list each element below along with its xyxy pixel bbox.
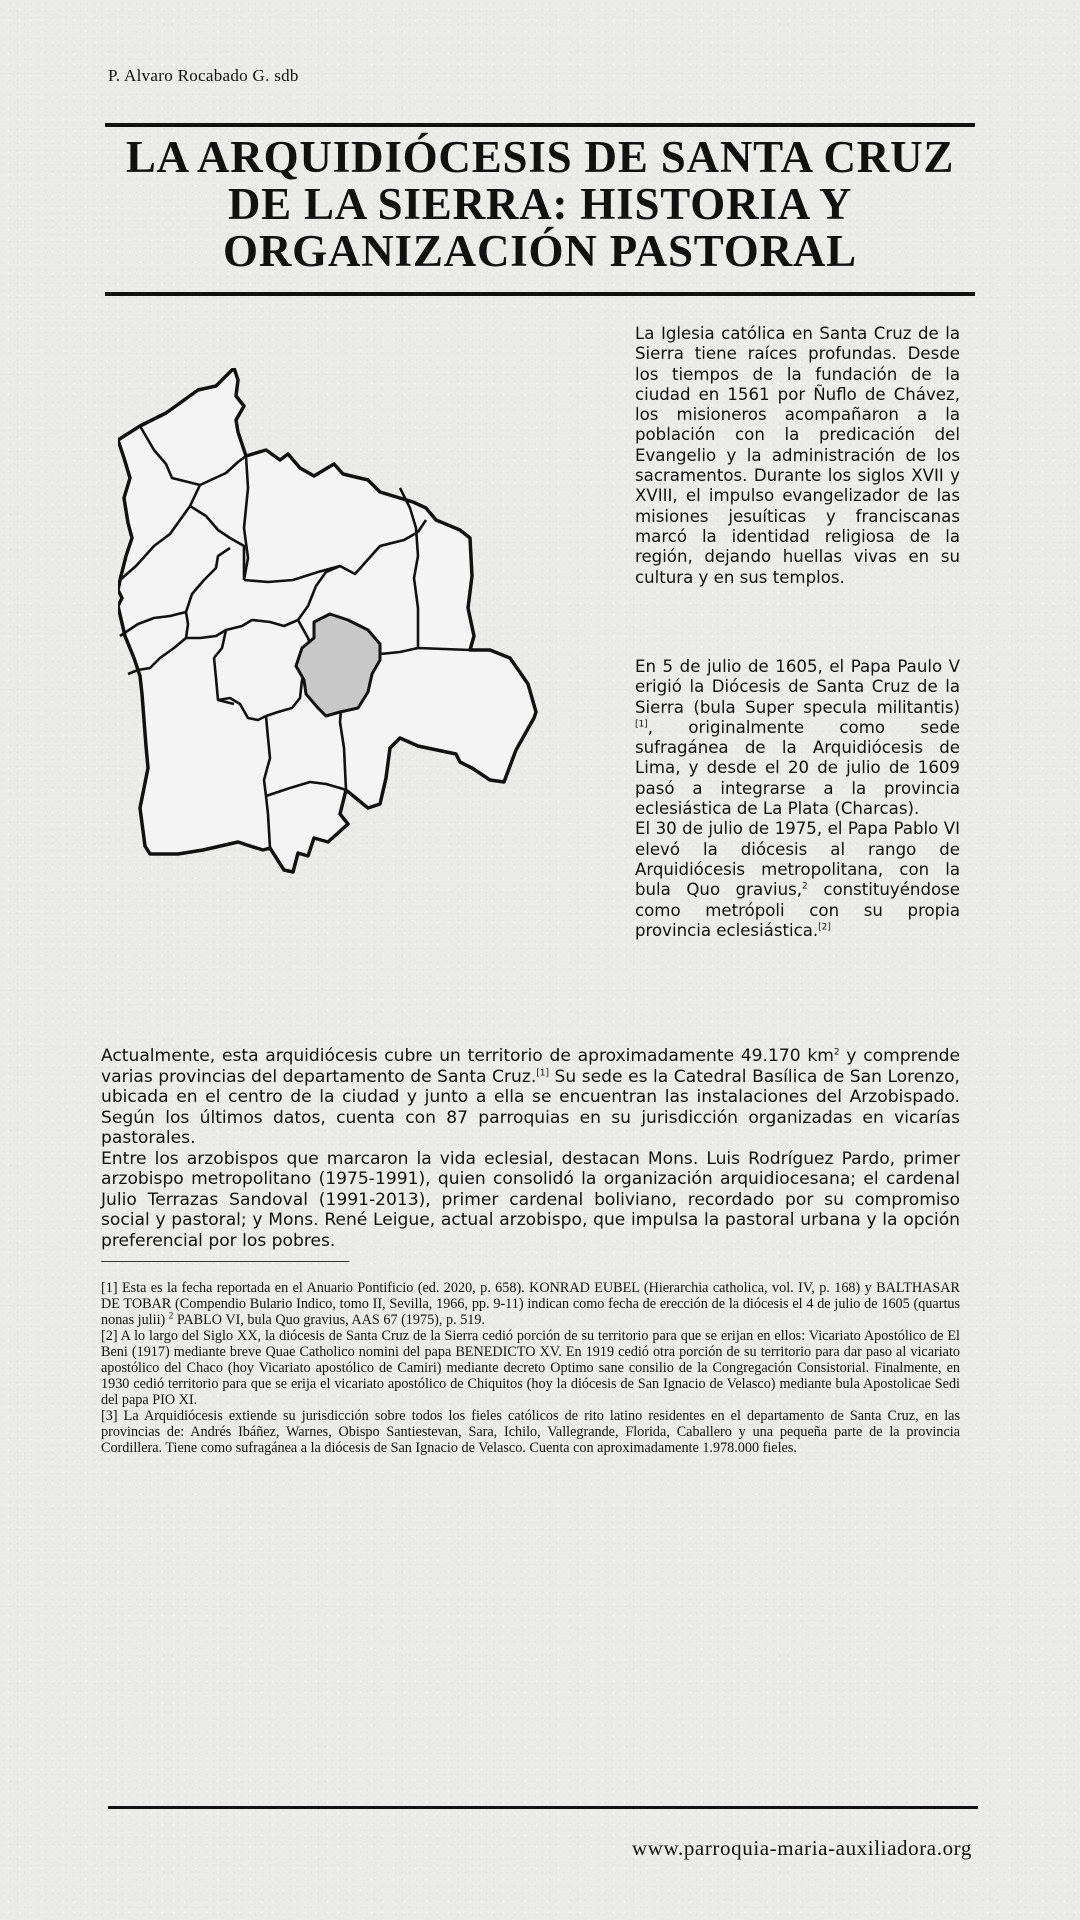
footnote-1-text: [1] Esta es la fecha reportada en el Anuario Pontificio (ed. 2020, p. 658). KONRAD EUBEL (Hierarchia catholica, vol. IV, p. 168) y BALTHASAR DE TOBAR (Compendio Bulario Indico, tomo II, Sevilla, 1966, pp. 9-11) indican como fecha de erección de la diócesis el 4 de julio de 1605 (quartus nonas julii) [101, 1280, 960, 1328]
body-paragraph-1-tail: Su sede es la Catedral Basílica de San Lorenzo, ubicada en el centro de la ciudad y junto a ella se encuentran las instalaciones del Arzobispado. Según los últimos datos, cuenta con 87 parroquias en su jurisdicción organizadas en vicarías pastorales. [101, 1066, 960, 1148]
reference-marker: [2] [818, 922, 831, 933]
body-paragraph-1 [101, 1046, 960, 1149]
reference-marker: [1] [536, 1067, 549, 1078]
footer-website-link[interactable]: www.parroquia-maria-auxiliadora.org [632, 1836, 972, 1860]
intro-paragraph-2 [635, 657, 960, 819]
superscript-marker: 2 [802, 881, 808, 892]
footnote-1 [101, 1280, 960, 1328]
author-name: P. Alvaro Rocabado G. sdb [108, 66, 299, 85]
intro-paragraph-3-continuation: constituyéndose como metrópoli con su propia provincia eclesiástica. [635, 880, 960, 940]
body-paragraph-1-text: Actualmente, esta arquidiócesis cubre un territorio de aproximadamente 49.170 km [101, 1046, 834, 1066]
footer-rule [108, 1806, 978, 1809]
intro-paragraph-3 [635, 819, 960, 941]
reference-marker: [1] [635, 719, 648, 730]
intro-paragraph-2-text: En 5 de julio de 1605, el Papa Paulo V erigió la Diócesis de Santa Cruz de la Sierra (bula Super specula militantis) [635, 657, 960, 717]
bolivia-departments-map-icon [118, 368, 596, 913]
body-paragraph-2: Entre los arzobispos que marcaron la vida eclesial, destacan Mons. Luis Rodríguez Pardo, primer arzobispo metropolitano (1975-1991), quien consolidó la organización arquidiocesana; el cardenal Julio Terrazas Sandoval (1991-2013), primer cardenal boliviano, recordado por su compromiso social y pastoral; y Mons. René Leigue, actual arzobispo, que impulsa la pastoral urbana y la opción preferencial por los pobres. [101, 1148, 960, 1251]
superscript-marker: 2 [833, 1047, 840, 1058]
footnotes [101, 1280, 960, 1456]
footnote-1-continuation: PABLO VI, bula Quo gravius, AAS 67 (1975), p. 519. [173, 1312, 486, 1328]
footnote-divider [101, 1261, 349, 1262]
intro-paragraph-1: La Iglesia católica en Santa Cruz de la Sierra tiene raíces profundas. Desde los tiempos de la fundación de la ciudad en 1561 por Ñuflo de Chávez, los misioneros acompañaron a la población con la predicación del Evangelio y la administración de los sacramentos. Durante los siglos XVII y XVIII, el impulso evangelizador de las misiones jesuíticas y franciscanas marcó la identidad religiosa de la región, dejando huellas vivas en su cultura y en sus templos. [635, 324, 960, 587]
superscript-marker: 2 [168, 1310, 174, 1321]
footnote-2: [2] A lo largo del Siglo XX, la diócesis de Santa Cruz de la Sierra cedió porción de su territorio para que se erijan en ellos: Vicariato Apostólico de El Beni (1917) mediante breve Quae Catholico nomini del papa BENEDICTO XV. En 1919 cedió otra porción de su territorio para dar paso al vicariato apostólico del Chaco (hoy Vicariato apostólico de Camiri) mediante decreto Optimo sane consilio de la Congregación Consistorial. Finalmente, en 1930 cedió territorio para que se erija el vicariato apostólico de Chiquitos (hoy la diócesis de San Ignacio de Velasco) mediante bula Apostolicae Sedi del papa PIO XI. [101, 1328, 960, 1408]
body-paragraph-1-continuation: y comprende varias provincias del departamento de Santa Cruz. [101, 1046, 960, 1087]
footnote-3: [3] La Arquidiócesis extiende su jurisdicción sobre todos los fieles católicos de rito latino residentes en el departamento de Santa Cruz, en las provincias de: Andrés Ibáñez, Warnes, Obispo Santiestevan, Sara, Ichilo, Vallegrande, Florida, Caballero y una pequeña parte de la provincia Cordillera. Tiene como sufragánea a la diócesis de San Ignacio de Velasco. Cuenta con aproximadamente 1.978.000 fieles. [101, 1408, 960, 1456]
intro-paragraph-3-text: El 30 de julio de 1975, el Papa Pablo VI elevó la diócesis al rango de Arquidiócesis metropolitana, con la bula Quo gravius, [635, 819, 960, 900]
page-title: LA ARQUIDIÓCESIS DE SANTA CRUZ DE LA SIERRA: HISTORIA Y ORGANIZACIÓN PASTORAL [125, 132, 955, 276]
intro-paragraph-2-continuation: , originalmente como sede sufragánea de la Arquidiócesis de Lima, y desde el 20 de julio de 1609 pasó a integrarse a la provincia eclesiástica de La Plata (Charcas). [635, 717, 960, 819]
title-top-rule [105, 123, 975, 127]
title-bottom-rule [105, 292, 975, 296]
